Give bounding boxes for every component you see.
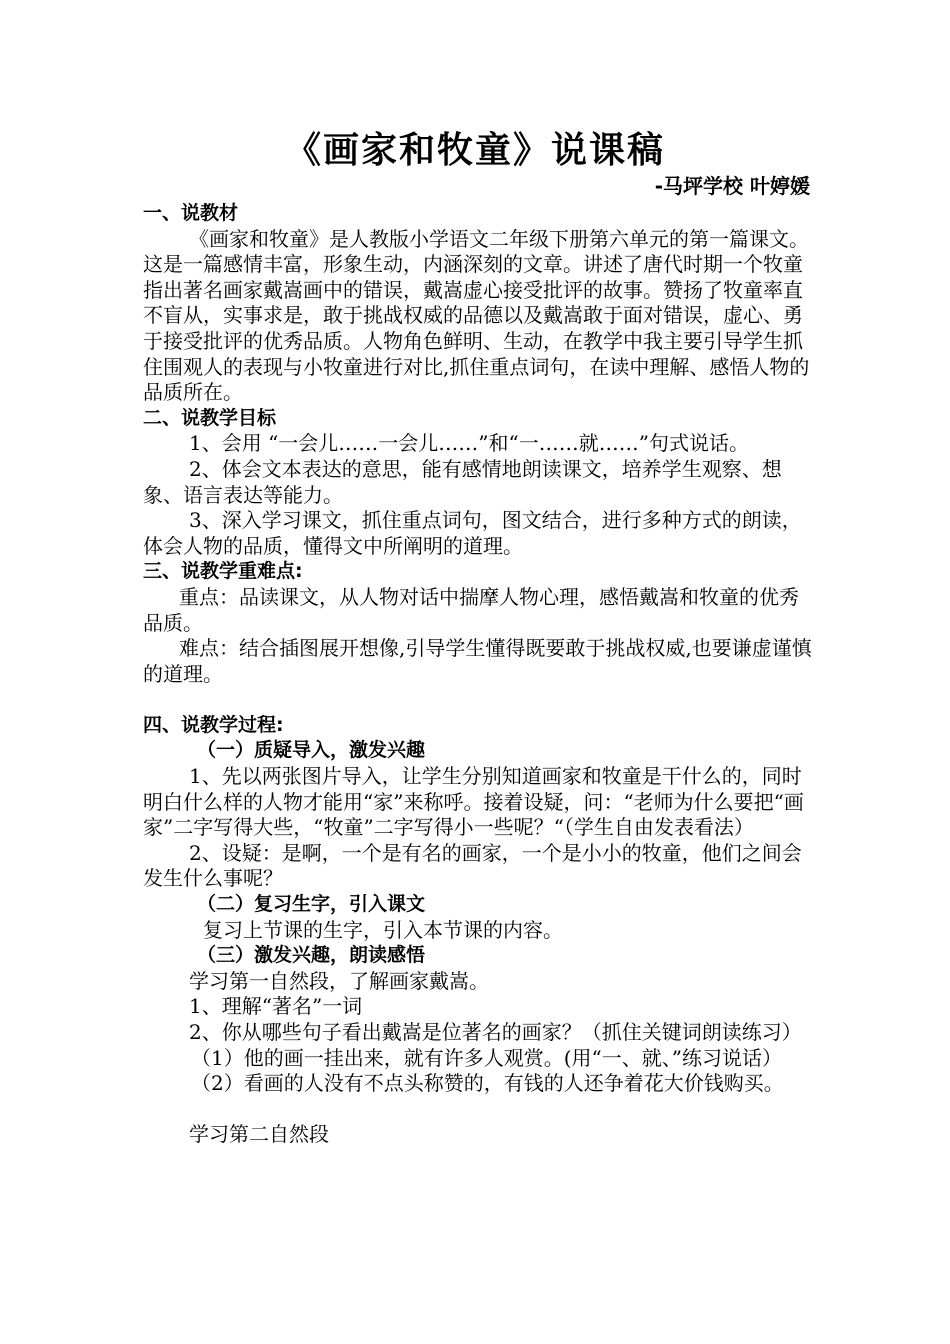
process-item-1: 1、先以两张图片导入，让学生分别知道画家和牧童是干什么的，同时明白什么样的人物才能用“家”来称呼。接着设疑，问：“老师为什么要把“画家”二字写得大些，“牧童”二字写得小一些呢？“（学生自由发表看法） — [143, 764, 804, 840]
subsection-heading-intro: （一）质疑导入，激发兴趣 — [197, 739, 426, 762]
process-item-2: 2、设疑：是啊，一个是有名的画家，一个是小小的牧童，他们之间会发生什么事呢？ — [143, 840, 802, 891]
reading-sub-item-2: （2）看画的人没有不点头称赞的，有钱的人还争着花大价钱购买。 — [191, 1071, 784, 1096]
reading-item-1: 1、理解“著名”一词 — [189, 994, 363, 1019]
review-paragraph: 复习上节课的生字，引入本节课的内容。 — [203, 917, 563, 942]
reading-item-2: 2、你从哪些句子看出戴嵩是位著名的画家？（抓住关键词朗读练习） — [189, 1020, 802, 1044]
author-line: -马坪学校 叶婷媛 — [654, 174, 810, 198]
goal-item-2: 2、体会文本表达的意思，能有感情地朗读课文，培养学生观察、想象、语言表达等能力。 — [143, 456, 782, 507]
difficulty-paragraph: 难点：结合插图展开想像,引导学生懂得既要敢于挑战权威,也要谦虚谨慎的道理。 — [143, 636, 812, 686]
section-heading-key-points: 三、说教学重难点: — [143, 560, 303, 583]
section-heading-teaching-goals: 二、说教学目标 — [143, 406, 277, 429]
section-heading-teaching-material: 一、说教材 — [143, 202, 239, 224]
blank-line — [143, 687, 813, 713]
key-point-paragraph: 重点：品读课文，从人物对话中揣摩人物心理，感悟戴嵩和牧童的优秀品质。 — [143, 584, 799, 635]
goal-item-3: 3、深入学习课文，抓住重点词句，图文结合，进行多种方式的朗读，体会人物的品质，懂得文中所阐明的道理。 — [143, 508, 802, 558]
reading-sub-item-1: （1）他的画一挂出来，就有许多人观赏。(用“一、就、”练习说话） — [191, 1045, 782, 1070]
document-body — [143, 201, 813, 1148]
subsection-heading-reading: （三）激发兴趣，朗读感悟 — [197, 944, 426, 967]
teaching-material-paragraph: 《画家和牧童》是人教版小学语文二年级下册第六单元的第一篇课文。这是一篇感情丰富，形象生动，内涵深刻的文章。讲述了唐代时期一个牧童指出著名画家戴嵩画中的错误，戴嵩虚心接受批评的故事。赞扬了牧童率直不盲从，实事求是，敢于挑战权威的品德以及戴嵩敢于面对错误，虚心、勇于接受批评的优秀品质。人物角色鲜明、生动，在教学中我主要引导学生抓住围观人的表现与小牧童进行对比,抓住重点词句，在读中理解、感悟人物的品质所在。 — [143, 226, 810, 405]
subsection-heading-review: （二）复习生字，引入课文 — [197, 893, 426, 916]
reading-intro: 学习第一自然段，了解画家戴嵩。 — [189, 968, 489, 993]
goal-item-1: 1、会用 “一会儿……一会儿……”和“一……就……”句式说话。 — [189, 431, 749, 456]
document-title: 《画家和牧童》说课稿 — [284, 129, 665, 171]
reading-next-section: 学习第二自然段 — [189, 1122, 329, 1147]
blank-line — [143, 1097, 813, 1123]
section-heading-teaching-process: 四、说教学过程: — [143, 713, 284, 736]
